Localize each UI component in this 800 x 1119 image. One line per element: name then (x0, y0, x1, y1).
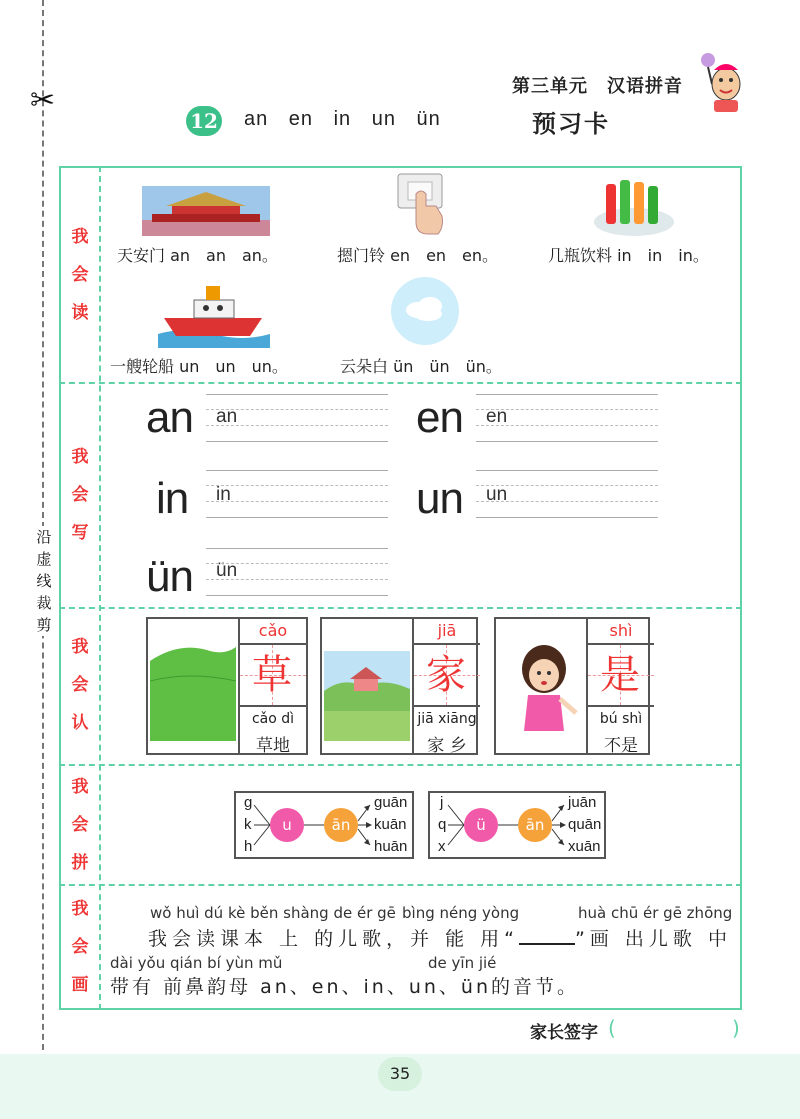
draw-pinyin-2b: de yīn jié (428, 954, 497, 972)
draw-text-line-1: 我会读课本 上 的儿歌，并 能 用“ ”画 出儿歌 中 (148, 928, 732, 950)
read-item-5: 云朵白 ün ün ün。 (340, 357, 502, 376)
house-icon (324, 621, 410, 751)
section-label-read: 我 会 读 (71, 227, 89, 323)
section-label-write: 我 会 写 (71, 447, 89, 543)
tiananmen-icon (142, 186, 270, 236)
final-circle: ān (324, 808, 358, 842)
final-circle: ān (518, 808, 552, 842)
section-divider (59, 764, 742, 766)
card-title: 预习卡 (532, 110, 610, 138)
recognize-card-jia: jiā 家 jiā xiāng 家 乡 (320, 617, 478, 755)
spell-group-v: j q x ü ān juān quān xuān (428, 791, 606, 859)
section-divider (59, 884, 742, 886)
medial-circle: ü (464, 808, 498, 842)
draw-pinyin-1b: bìng néng yòng (402, 904, 520, 922)
recognize-card-cao: cǎo 草 cǎo dì 草地 (146, 617, 308, 755)
ship-icon (158, 284, 270, 348)
lesson-number: 12 (186, 106, 222, 136)
section-divider (59, 607, 742, 609)
medial-circle: u (270, 808, 304, 842)
lesson-title: an en in un ün (244, 108, 441, 130)
recognize-card-shi: shì 是 bú shì 不是 (494, 617, 650, 755)
section-label-spell: 我 会 拼 (71, 777, 89, 873)
read-item-1: 天安门 an an an。 (117, 246, 278, 265)
cloud-icon (388, 276, 462, 346)
section-label-recognize: 我 会 认 (71, 637, 89, 733)
section-label-draw: 我 会 画 (71, 899, 89, 995)
draw-pinyin-1c: huà chū ér gē zhōng (578, 904, 733, 922)
page-number: 35 (378, 1057, 422, 1091)
read-item-4: 一艘轮船 un un un。 (110, 357, 288, 376)
drinks-icon (592, 174, 676, 238)
draw-pinyin-2a: dài yǒu qián bí yùn mǔ (110, 954, 283, 972)
scissors-icon: ✂ (30, 83, 56, 118)
grass-hill-icon (150, 621, 236, 751)
unit-title: 第三单元 汉语拼音 (512, 76, 683, 97)
parent-signature-label: 家长签字 (530, 1023, 598, 1043)
mascot-icon (698, 50, 746, 114)
signature-paren-open: ( (608, 1016, 616, 1040)
signature-paren-close: ) (732, 1016, 740, 1040)
section-divider (59, 382, 742, 384)
read-item-2: 摁门铃 en en en。 (337, 246, 499, 265)
read-item-3: 几瓶饮料 in in in。 (548, 246, 709, 265)
cut-instruction: 沿虚线裁剪 (36, 528, 52, 634)
doorbell-icon (396, 172, 446, 238)
draw-text-line-2: 带有 前鼻韵母 an、en、in、un、ün的音节。 (110, 976, 579, 998)
draw-pinyin-1a: wǒ huì dú kè běn shàng de ér gē (150, 904, 396, 922)
fill-blank[interactable] (519, 943, 575, 945)
spell-group-u: g k h u ān guān kuān huān (234, 791, 414, 859)
girl-icon (498, 621, 584, 751)
